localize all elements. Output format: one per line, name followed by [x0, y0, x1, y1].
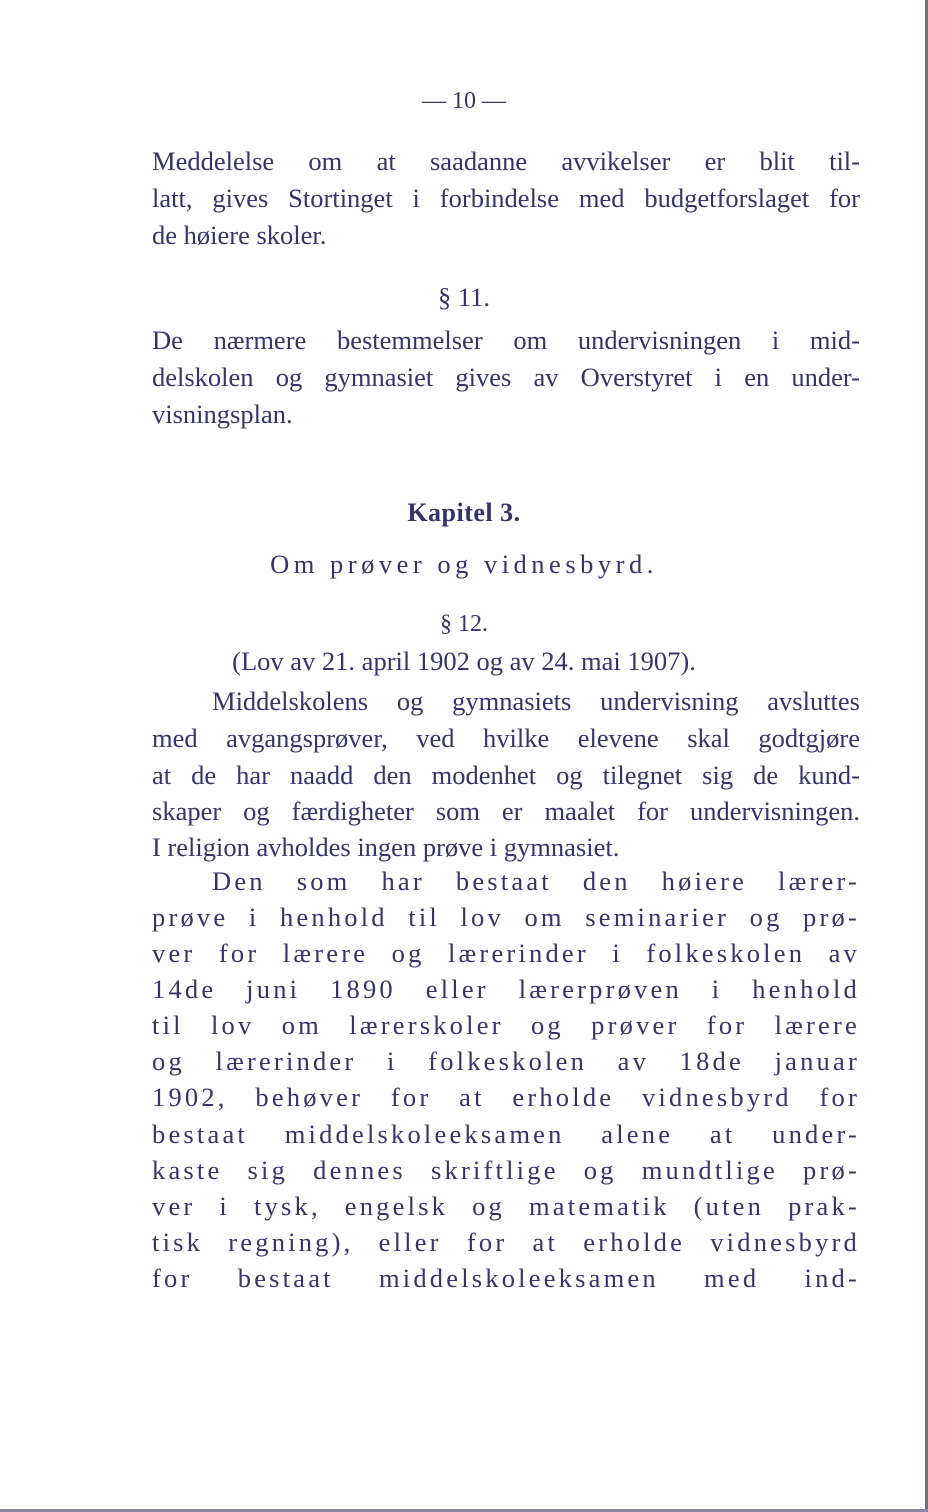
page-number: — 10 —	[422, 88, 506, 114]
text-line: visningsplan.	[152, 399, 293, 429]
chapter-subtitle: Om prøver og vidnesbyrd.	[270, 549, 658, 579]
text-line: for bestaat middelskoleeksamen med ind-	[152, 1263, 860, 1293]
section-heading-12: § 12.	[440, 611, 488, 637]
text-line: kaste sig dennes skriftlige og mundtlige prø-	[152, 1155, 860, 1185]
text-line: bestaat middelskoleeksamen alene at under-	[152, 1119, 860, 1149]
text-line: De nærmere bestemmelser om undervisningen i mid-	[152, 325, 860, 355]
text-line: ver for lærere og lærerinder i folkeskolen av	[152, 938, 860, 968]
law-reference: (Lov av 21. april 1902 og av 24. mai 1907).	[232, 646, 696, 676]
text-line: skaper og færdigheter som er maalet for undervisningen.	[152, 796, 860, 826]
section-heading-11: § 11.	[437, 282, 491, 312]
text-line: Den som har bestaat den høiere lærer-	[212, 866, 860, 896]
text-line: Meddelelse om at saadanne avvikelser er blit til-	[152, 146, 860, 176]
text-line: med avgangsprøver, ved hvilke elevene skal godtgjøre	[152, 723, 860, 753]
text-line: og lærerinder i folkeskolen av 18de januar	[152, 1046, 860, 1076]
text-line: ver i tysk, engelsk og matematik (uten prak-	[152, 1191, 860, 1221]
text-line: prøve i henhold til lov om seminarier og prø-	[152, 902, 860, 932]
text-line: at de har naadd den modenhet og tilegnet sig de kund-	[152, 760, 860, 790]
text-line: tisk regning), eller for at erholde vidnesbyrd	[152, 1227, 860, 1257]
text-line: 14de juni 1890 eller lærerprøven i henhold	[152, 974, 860, 1004]
text-line: latt, gives Stortinget i forbindelse med budgetforslaget for	[152, 183, 860, 213]
text-line: de høiere skoler.	[152, 220, 327, 250]
text-line: delskolen og gymnasiet gives av Overstyret i en under-	[152, 362, 860, 392]
text-line: 1902, behøver for at erholde vidnesbyrd for	[152, 1082, 860, 1112]
chapter-title: Kapitel 3.	[407, 498, 521, 527]
text-line: Middelskolens og gymnasiets undervisning avsluttes	[212, 686, 860, 716]
text-line: I religion avholdes ingen prøve i gymnasiet.	[152, 832, 620, 862]
text-line: til lov om lærerskoler og prøver for lærere	[152, 1010, 860, 1040]
